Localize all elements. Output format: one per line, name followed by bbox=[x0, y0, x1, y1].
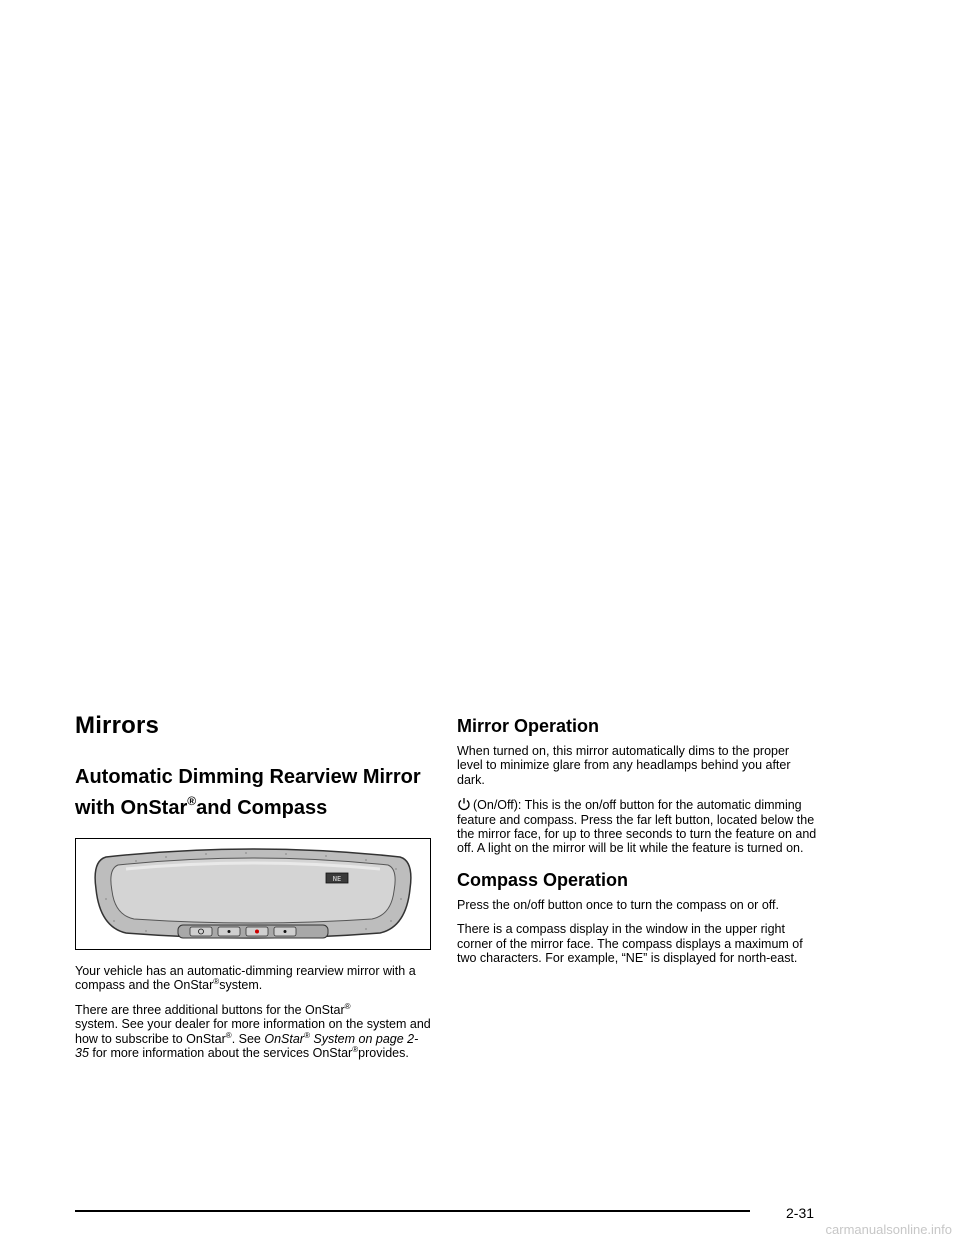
compass-operation-paragraph-1: Press the on/off button once to turn the compass on or off. bbox=[457, 897, 779, 912]
power-icon bbox=[457, 797, 471, 811]
right-column bbox=[457, 716, 817, 975]
mirror-operation-title: Mirror Operation bbox=[457, 716, 600, 736]
mirror-operation-paragraph-2: (On/Off): This is the on/off button for the automatic dimming feature and compass. Press the far left button, located below the the mirror face, for up to three seconds to turn the feature on and off. A light on the mirror will be lit while the feature is turned on. bbox=[457, 798, 817, 856]
section-title: Mirrors bbox=[75, 712, 160, 739]
subsection-title bbox=[75, 762, 431, 824]
rearview-mirror-illustration bbox=[75, 838, 431, 950]
subtitle-line2b: and Compass bbox=[196, 797, 328, 819]
onstar-reference-link[interactable]: OnStar® System on page 2-35 bbox=[75, 1030, 419, 1061]
page-number: 2-31 bbox=[786, 1205, 815, 1221]
reg-mark: ® bbox=[187, 794, 197, 808]
subtitle-line1: Automatic Dimming Rearview Mirror bbox=[75, 766, 421, 788]
intro-paragraph: Your vehicle has an automatic-dimming rearview mirror with a compass and the OnStar®system. bbox=[75, 964, 416, 993]
compass-operation-paragraph-2: There is a compass display in the window in the upper right corner of the mirror face. The compass displays a maximum of two characters. For example, “NE” is displayed for north-east. bbox=[457, 922, 803, 966]
compass-display-text: NE bbox=[332, 875, 342, 883]
buttons-paragraph: There are three additional buttons for the OnStar® system. See your dealer for more information on the system and how to subscribe to OnStar®. See OnStar® System on page 2-35 for more information about the services OnStar®provides. bbox=[75, 1001, 431, 1061]
footer-rule bbox=[75, 1210, 750, 1212]
subtitle-line2a: with OnStar bbox=[75, 797, 188, 819]
watermark: carmanualsonline.info bbox=[825, 1222, 952, 1237]
compass-operation-title: Compass Operation bbox=[457, 869, 629, 890]
mirror-operation-paragraph-1: When turned on, this mirror automatically dims to the proper level to minimize glare from any headlamps behind you after dark. bbox=[457, 744, 791, 787]
mirror-power-button bbox=[190, 927, 212, 936]
left-column bbox=[75, 712, 431, 1070]
